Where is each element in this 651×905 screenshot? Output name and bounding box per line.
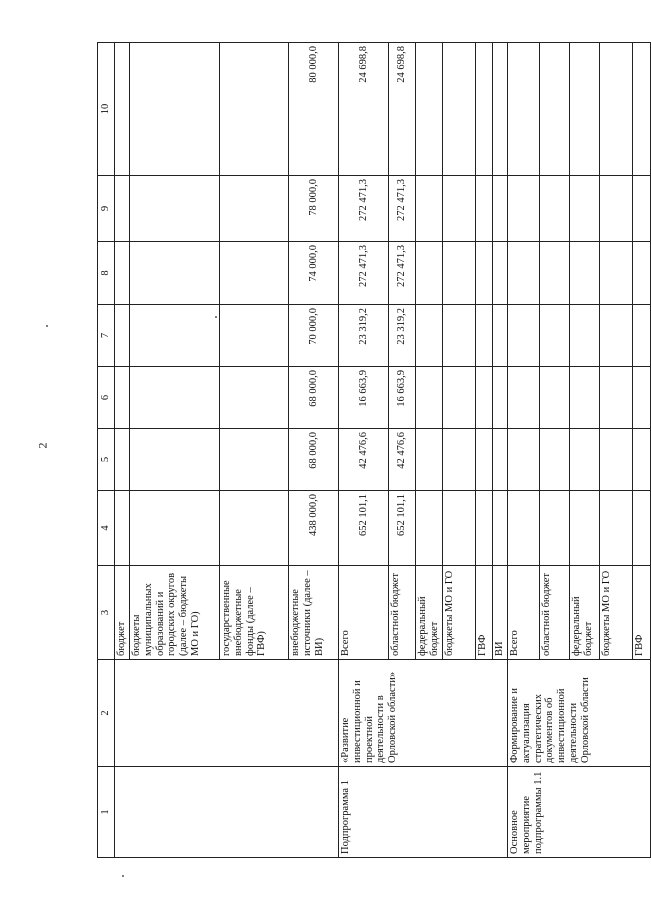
value-cell: 652 101,1 [389, 491, 416, 566]
source-cell: областной бюджет [540, 566, 570, 660]
value-cell [600, 176, 633, 242]
source-cell: ВИ [493, 566, 508, 660]
value-cell [570, 305, 600, 367]
name-cell [115, 660, 339, 767]
value-cell [493, 43, 508, 176]
value-cell [416, 367, 443, 429]
value-cell [508, 43, 540, 176]
value-cell [508, 242, 540, 305]
value-cell [443, 242, 476, 305]
value-cell [416, 43, 443, 176]
source-cell: бюджеты МО и ГО [600, 566, 633, 660]
value-cell [115, 242, 130, 305]
value-cell: 24 698,8 [389, 43, 416, 176]
source-cell: ГВФ [633, 566, 651, 660]
value-cell [540, 491, 570, 566]
header-cell: 5 [98, 429, 115, 491]
value-cell [476, 43, 493, 176]
section-cell [115, 767, 339, 858]
value-cell [570, 429, 600, 491]
value-cell: 42 476,6 [339, 429, 389, 491]
value-cell [443, 491, 476, 566]
source-cell: Всего [508, 566, 540, 660]
value-cell [493, 305, 508, 367]
header-cell: 3 [98, 566, 115, 660]
value-cell [600, 305, 633, 367]
value-cell [476, 491, 493, 566]
value-cell [476, 242, 493, 305]
source-cell: государственные внебюджетные фонды (далее – ГВФ) [220, 566, 289, 660]
value-cell [600, 242, 633, 305]
value-cell: 70 000,0 [289, 305, 339, 367]
value-cell [416, 305, 443, 367]
value-cell: 438 000,0 [289, 491, 339, 566]
value-cell [493, 367, 508, 429]
value-cell [416, 242, 443, 305]
value-cell [220, 176, 289, 242]
value-cell: 78 000,0 [289, 176, 339, 242]
table-body [115, 43, 651, 858]
subprogram-name: «Развитие инвестиционной и проектной деятельности в Орловской области» [339, 660, 508, 767]
value-cell: 68 000,0 [289, 429, 339, 491]
value-cell [443, 429, 476, 491]
value-cell [220, 491, 289, 566]
value-cell [115, 305, 130, 367]
source-cell: федеральный бюджет [570, 566, 600, 660]
value-cell [540, 305, 570, 367]
activity-label: Основное мероприятие подпрограммы 1.1 [508, 767, 651, 858]
scan-speck [46, 325, 48, 327]
value-cell [115, 176, 130, 242]
value-cell [476, 429, 493, 491]
value-cell [570, 43, 600, 176]
value-cell [508, 305, 540, 367]
value-cell [570, 491, 600, 566]
value-cell [443, 176, 476, 242]
header-cell: 7 [98, 305, 115, 367]
value-cell [130, 43, 220, 176]
value-cell [443, 305, 476, 367]
value-cell [600, 491, 633, 566]
value-cell [220, 305, 289, 367]
value-cell [633, 305, 651, 367]
value-cell [130, 305, 220, 367]
header-cell: 1 [98, 767, 115, 858]
value-cell [115, 43, 130, 176]
table-row [508, 43, 540, 858]
value-cell: 42 476,6 [389, 429, 416, 491]
value-cell: 272 471,3 [389, 176, 416, 242]
source-cell: внебюджетные источники (далее – ВИ) [289, 566, 339, 660]
value-cell [220, 43, 289, 176]
header-cell: 8 [98, 242, 115, 305]
value-cell [633, 176, 651, 242]
value-cell [476, 305, 493, 367]
value-cell [570, 367, 600, 429]
value-cell: 24 698,8 [339, 43, 389, 176]
value-cell [493, 176, 508, 242]
value-cell [540, 176, 570, 242]
header-cell: 10 [98, 43, 115, 176]
value-cell [508, 176, 540, 242]
value-cell [540, 367, 570, 429]
value-cell [540, 43, 570, 176]
value-cell: 16 663,9 [389, 367, 416, 429]
value-cell [633, 367, 651, 429]
source-cell: областной бюджет [389, 566, 416, 660]
value-cell: 23 319,2 [339, 305, 389, 367]
source-cell: ГВФ [476, 566, 493, 660]
value-cell [130, 242, 220, 305]
header-cell: 2 [98, 660, 115, 767]
value-cell [600, 367, 633, 429]
value-cell [493, 242, 508, 305]
value-cell [600, 429, 633, 491]
value-cell [416, 176, 443, 242]
value-cell [540, 242, 570, 305]
value-cell [570, 242, 600, 305]
source-cell: федеральный бюджет [416, 566, 443, 660]
subprogram-label: Подпрограмма 1 [339, 767, 508, 858]
header-row [98, 43, 115, 858]
value-cell: 272 471,3 [389, 242, 416, 305]
value-cell [416, 491, 443, 566]
value-cell [600, 43, 633, 176]
value-cell [508, 429, 540, 491]
value-cell: 68 000,0 [289, 367, 339, 429]
value-cell [130, 429, 220, 491]
value-cell [508, 491, 540, 566]
value-cell [633, 43, 651, 176]
value-cell [115, 429, 130, 491]
value-cell [633, 491, 651, 566]
header-cell: 6 [98, 367, 115, 429]
value-cell: 74 000,0 [289, 242, 339, 305]
value-cell [220, 429, 289, 491]
value-cell: 16 663,9 [339, 367, 389, 429]
value-cell [443, 43, 476, 176]
table-row [115, 43, 130, 858]
source-cell: Всего [339, 566, 389, 660]
value-cell [130, 491, 220, 566]
value-cell [130, 176, 220, 242]
value-cell [443, 367, 476, 429]
source-cell: бюджеты муниципальных образований и городских округов (далее – бюджеты МО и ГО) [130, 566, 220, 660]
value-cell: 272 471,3 [339, 176, 389, 242]
value-cell [476, 367, 493, 429]
value-cell [220, 242, 289, 305]
value-cell [220, 367, 289, 429]
value-cell [416, 429, 443, 491]
value-cell [633, 429, 651, 491]
value-cell [493, 429, 508, 491]
header-cell: 4 [98, 491, 115, 566]
source-cell: бюджеты МО и ГО [443, 566, 476, 660]
value-cell [508, 367, 540, 429]
value-cell [130, 367, 220, 429]
value-cell [115, 367, 130, 429]
funding-table [97, 42, 651, 858]
value-cell: 652 101,1 [339, 491, 389, 566]
value-cell [570, 176, 600, 242]
source-cell: бюджет [115, 566, 130, 660]
header-cell: 9 [98, 176, 115, 242]
value-cell [540, 429, 570, 491]
value-cell [476, 176, 493, 242]
value-cell: 80 000,0 [289, 43, 339, 176]
value-cell [633, 242, 651, 305]
rotated-table-wrapper [97, 43, 645, 858]
page-number: 2 [35, 442, 50, 449]
value-cell: 272 471,3 [339, 242, 389, 305]
value-cell [115, 491, 130, 566]
value-cell [493, 491, 508, 566]
activity-name: Формирование и актуализация стратегических документов об инвестиционной деятельности Орловской области [508, 660, 651, 767]
value-cell: 23 319,2 [389, 305, 416, 367]
scan-speck [122, 875, 124, 877]
table-row [339, 43, 389, 858]
